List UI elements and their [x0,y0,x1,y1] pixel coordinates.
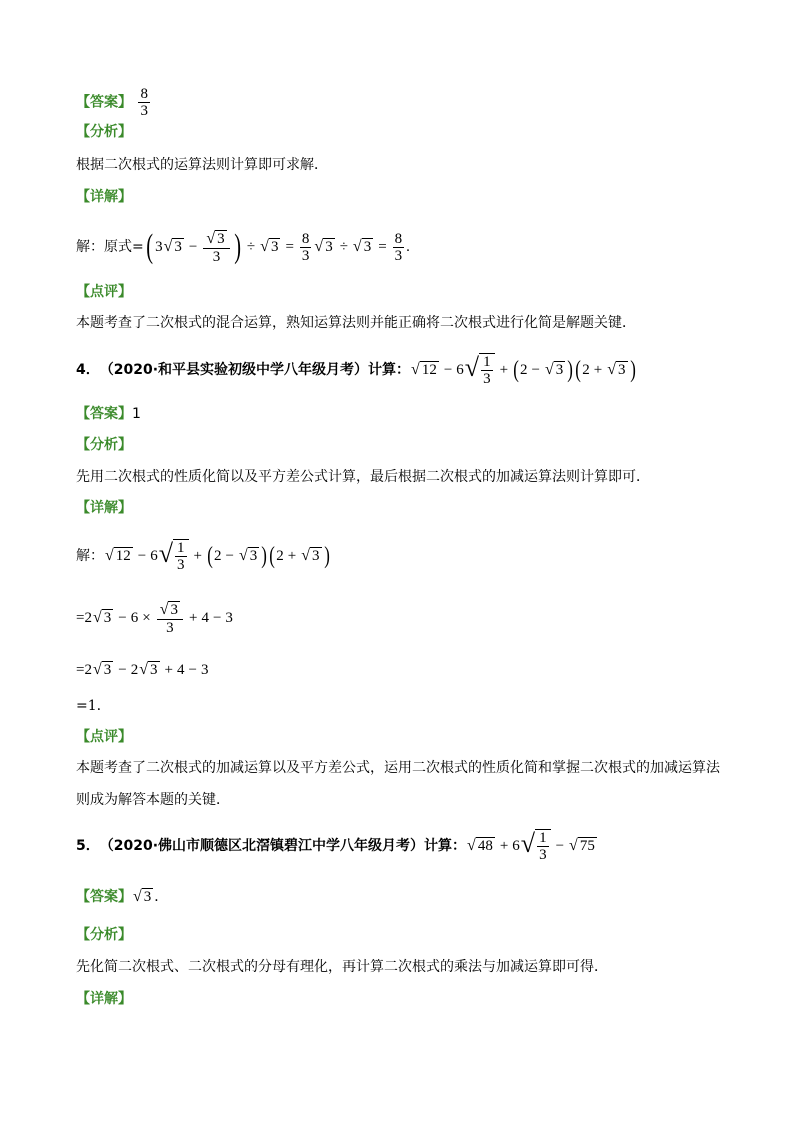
q3-analysis-tag: 【分析】 [76,124,132,140]
q3-detail-tag: 【详解】 [76,189,132,205]
q4-question-expression: √ 12 − 6 √ $\frac{1}{3}$ + ( 2 − √ 3 ) ( 2 + √ 3 ) [411,353,636,387]
q3-comment-text: 本题考查了二次根式的混合运算，熟知运算法则并能正确将二次根式进行化简是解题关键． [76,315,636,331]
q4-solution-result: =1. [76,698,102,714]
q4-analysis-text: 先用二次根式的性质化简以及平方差公式计算，最后根据二次根式的加减运算法则计算即可． [76,469,650,485]
q5-answer-value: √ 3 [133,888,152,905]
q4-question: 4． （2020·和平县实验初级中学八年级月考）计算： √ 12 − 6 √ $\frac{1}{3}$ + ( 2 − √ 3 ) ( 2 + √ 3 ) [76,353,636,387]
q3-answer-fraction: $\frac{8}{3}$ [140,86,148,119]
q5-question-expression: √ 48 + 6 √ $\frac{1}{3}$ − √ 75 [467,829,595,863]
q4-analysis-tag: 【分析】 [76,437,132,453]
q4-answer-line: 【答案】1 [76,406,141,422]
q3-answer-line [76,86,152,119]
q3-solution-expression: ( 3 √ 3 − √ 3 3 ) ÷ √ 3 = $\frac{8}{3}$ √ 3 ÷ √ 3 = $\frac{8}{3}$ . [146,228,410,265]
q3-solution: 解：原式= ( 3 √ 3 − √ 3 3 ) ÷ √ 3 = $\frac{8}{3}$ √ 3 ÷ √ 3 = $\frac{8}{3}$ . [76,228,410,265]
q4-solution-step1: 解： √ 12 − 6 √ $\frac{1}{3}$ + ( 2 − √ 3 ) ( 2 + √ 3 ) [76,539,330,573]
q4-comment-tag: 【点评】 [76,729,132,745]
q5-question: 5． （2020·佛山市顺德区北滘镇碧江中学八年级月考）计算： √ 48 + 6 √ $\frac{1}{3}$ − √ 75 [76,826,598,866]
q5-detail-tag: 【详解】 [76,991,132,1007]
q3-comment-tag: 【点评】 [76,284,132,300]
q5-answer-line: 【答案】 √ 3 ． [76,888,169,905]
answer-tag: 【答案】 [76,94,132,111]
q4-comment-text-1: 本题考查了二次根式的加减运算以及平方差公式，运用二次根式的性质化简和掌握二次根式的加减运算法 [76,760,720,776]
q4-detail-tag: 【详解】 [76,500,132,516]
q3-analysis-text: 根据二次根式的运算法则计算即可求解． [76,157,328,173]
q4-answer-value: 1 [132,406,141,422]
q4-solution-step3: =2 √ 3 − 2 √ 3 + 4 − 3 [76,661,209,678]
q5-analysis-tag: 【分析】 [76,927,132,943]
q4-comment-text-2: 则成为解答本题的关键． [76,792,230,808]
q4-solution-step2: =2 √ 3 − 6 × √ 3 3 + 4 − 3 [76,600,233,636]
q5-analysis-text: 先化简二次根式、二次根式的分母有理化，再计算二次根式的乘法与加减运算即可得． [76,959,608,975]
